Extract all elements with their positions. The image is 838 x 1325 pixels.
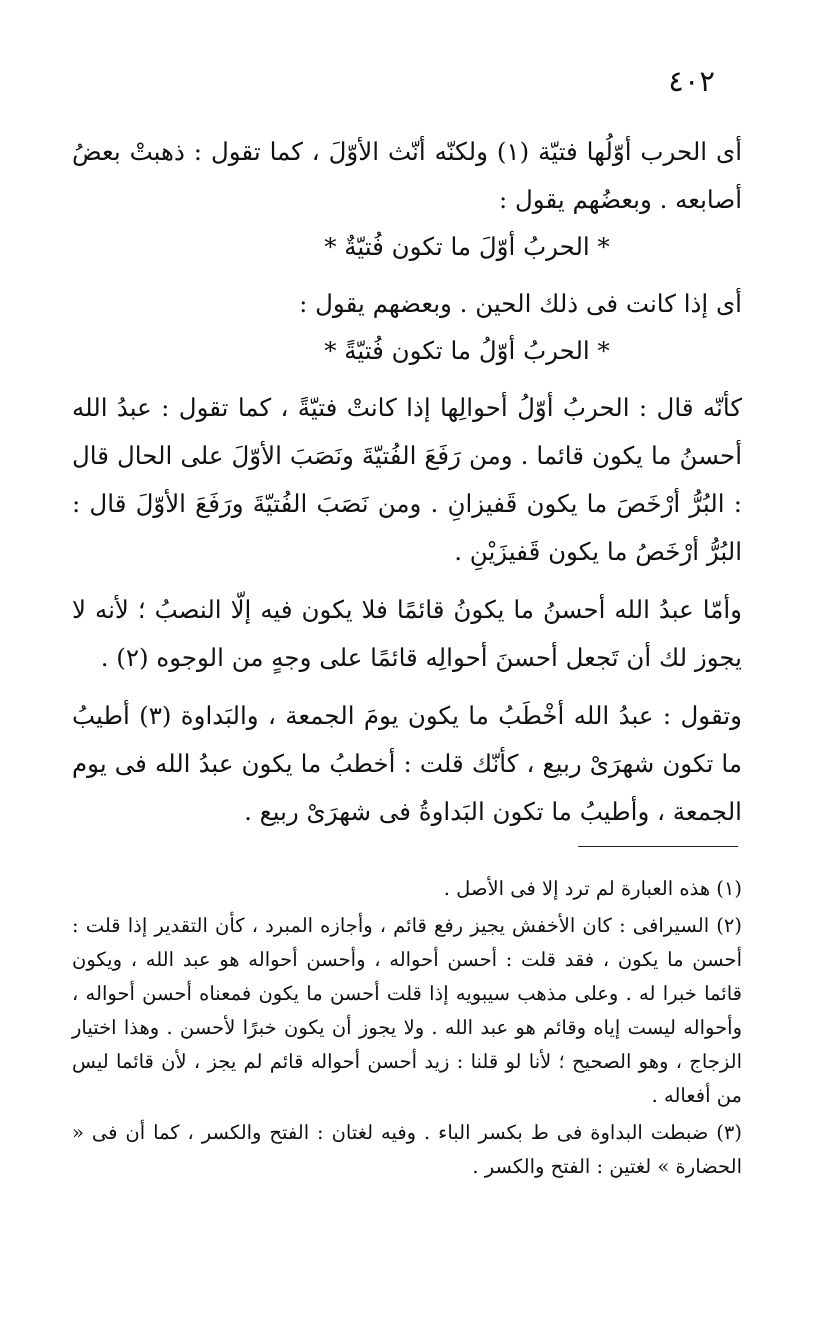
footnote-1: (١) هذه العبارة لم ترد إلا فى الأصل . <box>443 877 742 900</box>
footnote-2: (٢) السيرافى : كان الأخفش يجيز رفع قائم ، وأجازه المبرد ، كأن التقدير إذا قلت : أحسن ما يكون ، فقد قلت : أحسن أحواله ، وأحسن أحواله هو عبد الله ، ويكون قائما خبرا له . وعلى مذهب سيبويه إذا قلت أحسن ما يكون فمعناه أحسن أحواله ، وأحواله ليست إياه وقائم هو عبد الله . ولا يجوز أن يكون خبرًا لأحسن . وهذا اختيار الزجاج ، وهو الصحيح ؛ لأنا لو قلنا : زيد أحسن أحواله قائم لم يجز ، لأن قائما ليس من أفعاله . <box>72 914 742 1107</box>
footnote-divider <box>578 846 738 847</box>
verse-1: * الحربُ أوّلَ ما تكون فُتيّةٌ * <box>324 232 610 261</box>
footnote-3: (٣) ضبطت البداوة فى ط بكسر الباء . وفيه لغتان : الفتح والكسر ، كما أن فى « الحضارة » لغتين : الفتح والكسر . <box>72 1121 742 1178</box>
paragraph-2: أى إذا كانت فى ذلك الحين . وبعضهم يقول : <box>299 289 742 318</box>
main-text <box>72 128 742 836</box>
paragraph-1: أى الحرب أوّلُها فتيّة (١) ولكنّه أنّث الأوّلَ ، كما تقول : ذهبتْ بعضُ أصابعه . وبعضُهم يقول : <box>72 137 743 214</box>
paragraph-4: وأمّا عبدُ الله أحسنُ ما يكونُ قائمًا فلا يكون فيه إلّا النصبُ ؛ لأنه لا يجوز لك أن تَجعل أحسنَ أحوالِه قائمًا على وجهٍ من الوجوه (٢) . <box>72 595 742 672</box>
paragraph-3: كأنّه قال : الحربُ أوّلُ أحوالِها إذا كانتْ فتيّةً ، كما تقول : عبدُ الله أحسنُ ما يكون قائما . ومن رَفَعَ الفُتيّةَ ونَصَبَ الأوّلَ على الحال قال : البُرُّ أرْخَصَ ما يكون قَفيزانِ . ومن نَصَبَ الفُتيّةَ ورَفَعَ الأوّلَ قال : البُرُّ أرْخَصُ ما يكون قَفيزَيْنِ . <box>72 393 742 566</box>
verse-2: * الحربُ أوّلُ ما تكون فُتيّةً * <box>324 336 610 365</box>
footnotes <box>72 872 742 1184</box>
paragraph-5: وتقول : عبدُ الله أخْطَبُ ما يكون يومَ الجمعة ، والبَداوة (٣) أطيبُ ما تكون شهرَىْ ربيع ، كأنّك قلت : أخطبُ ما يكون عبدُ الله فى يوم الجمعة ، وأطيبُ ما تكون البَداوةُ فى شهرَىْ ربيع . <box>72 701 742 826</box>
page-number: ٤٠٢ <box>668 64 715 98</box>
